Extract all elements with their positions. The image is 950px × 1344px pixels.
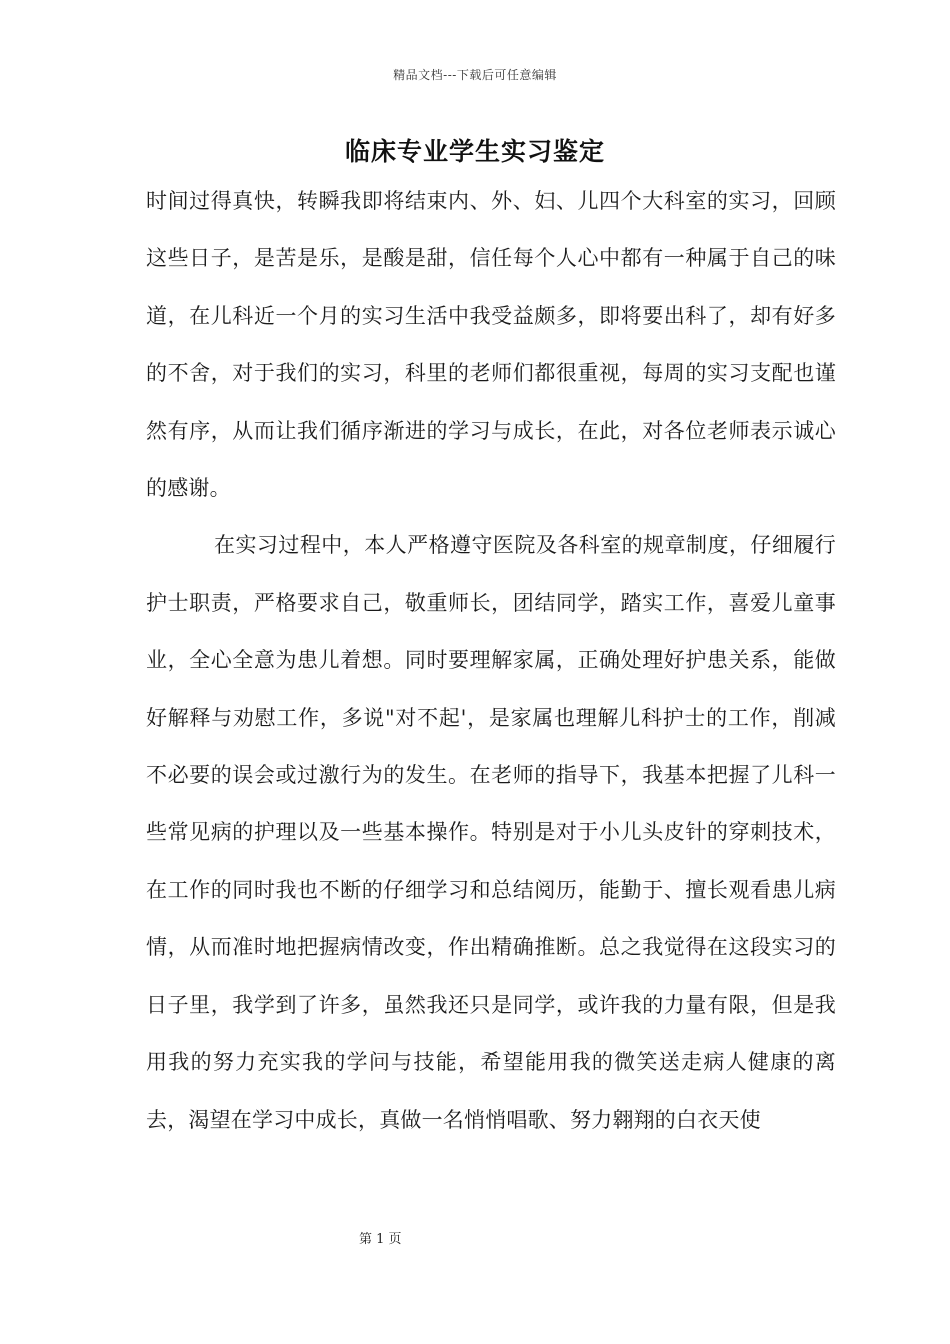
- header-note: 精品文档---下载后可任意编辑: [393, 68, 557, 82]
- document-body: [146, 173, 836, 1149]
- paragraph-2: 在实习过程中，本人严格遵守医院及各科室的规章制度，仔细履行护士职责，严格要求自己，敬重师长，团结同学，踏实工作，喜爱儿童事业，全心全意为患儿着想。同时要理解家属，正确处理好护患关系，能做好解释与劝慰工作，多说"对不起'，是家属也理解儿科护士的工作，削减不必要的误会或过激行为的发生。在老师的指导下，我基本把握了儿科一些常见病的护理以及一些基本操作。特别是对于小儿头皮针的穿刺技术，在工作的同时我也不断的仔细学习和总结阅历，能勤于、擅长观看患儿病情，从而准时地把握病情改变，作出精确推断。总之我觉得在这段实习的日子里，我学到了许多，虽然我还只是同学，或许我的力量有限，但是我用我的努力充实我的学问与技能，希望能用我的微笑送走病人健康的离去，渴望在学习中成长，真做一名悄悄唱歌、努力翱翔的白衣天使: [146, 533, 836, 1132]
- document-title: 临床专业学生实习鉴定: [344, 137, 605, 166]
- page-number: 第 1 页: [359, 1232, 402, 1247]
- paragraph-1: 时间过得真快，转瞬我即将结束内、外、妇、儿四个大科室的实习，回顾这些日子，是苦是乐，是酸是甜，信任每个人心中都有一种属于自己的味道，在儿科近一个月的实习生活中我受益颇多，即将要出科了，却有好多的不舍，对于我们的实习，科里的老师们都很重视，每周的实习支配也谨然有序，从而让我们循序渐进的学习与成长，在此，对各位老师表示诚心的感谢。: [146, 189, 836, 501]
